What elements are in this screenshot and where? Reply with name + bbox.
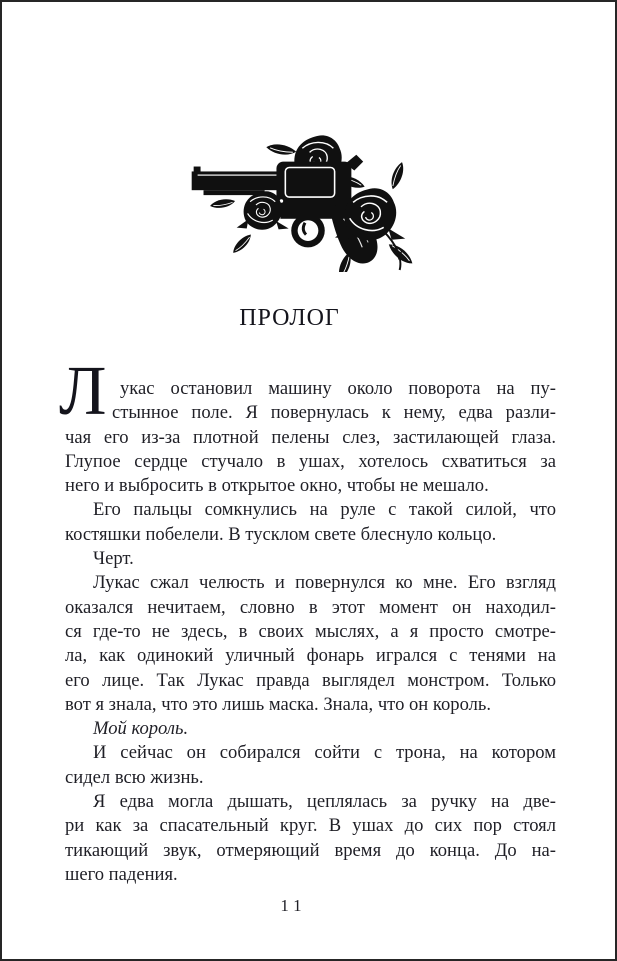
text-line: Лукас сжал челюсть и повернулся ко мне. Его взгляд [93,572,556,594]
text-line: сидел всю жизнь. [65,766,204,788]
paragraph [65,790,556,887]
text-line: него и выбросить в открытое окно, чтобы не мешало. [65,475,489,497]
text-line: Его пальцы сомкнулись на руле с такой силой, что [93,499,556,521]
page-number: 11 [280,896,307,915]
text-line: оказался нечитаем, словно в этот момент он находил- [65,596,556,618]
paragraph [65,498,556,547]
text-line: шего падения. [65,863,178,885]
text-line: тикающий звук, отмеряющий время до конца. До на- [65,839,556,861]
paragraph [65,741,556,790]
text-line: стынное поле. Я повернулась к нему, едва разли- [112,402,556,424]
chapter-heading: ПРОЛОГ [239,305,340,331]
paragraph [59,353,556,498]
paragraph [65,571,556,717]
text-line: Мой король. [93,718,189,740]
paragraph [65,717,556,741]
revolver-roses-illustration [189,134,427,272]
text-line: его лице. Так Лукас правда выглядел монстром. Только [65,669,556,691]
text-line: Глупое сердце стучало в ушах, хотелось схватиться за [65,450,556,472]
body-text [59,353,556,887]
text-line: Черт. [93,548,134,570]
text-line: вот я знала, что это лишь маска. Знала, что он король. [65,693,492,715]
text-line: укас остановил машину около поворота на пу- [120,378,556,399]
text-line: И сейчас он собирался сойти с трона, на котором [93,742,556,764]
text-line: ла, как одинокий уличный фонарь игрался с тенями на [65,645,556,667]
text-line: чая его из-за плотной пелены слез, застилающей глаза. [65,426,556,448]
text-line: Я едва могла дышать, цеплялась за ручку на две- [93,791,556,813]
text-line: ся где-то не здесь, в своих мыслях, а я просто смотре- [65,620,556,642]
text-line: ри как за спасательный круг. В ушах до сих пор стоял [65,815,556,837]
drop-cap: Л [59,353,107,430]
text-line: костяшки побелели. В тусклом свете блеснуло кольцо. [65,523,497,545]
paragraph [65,547,556,571]
